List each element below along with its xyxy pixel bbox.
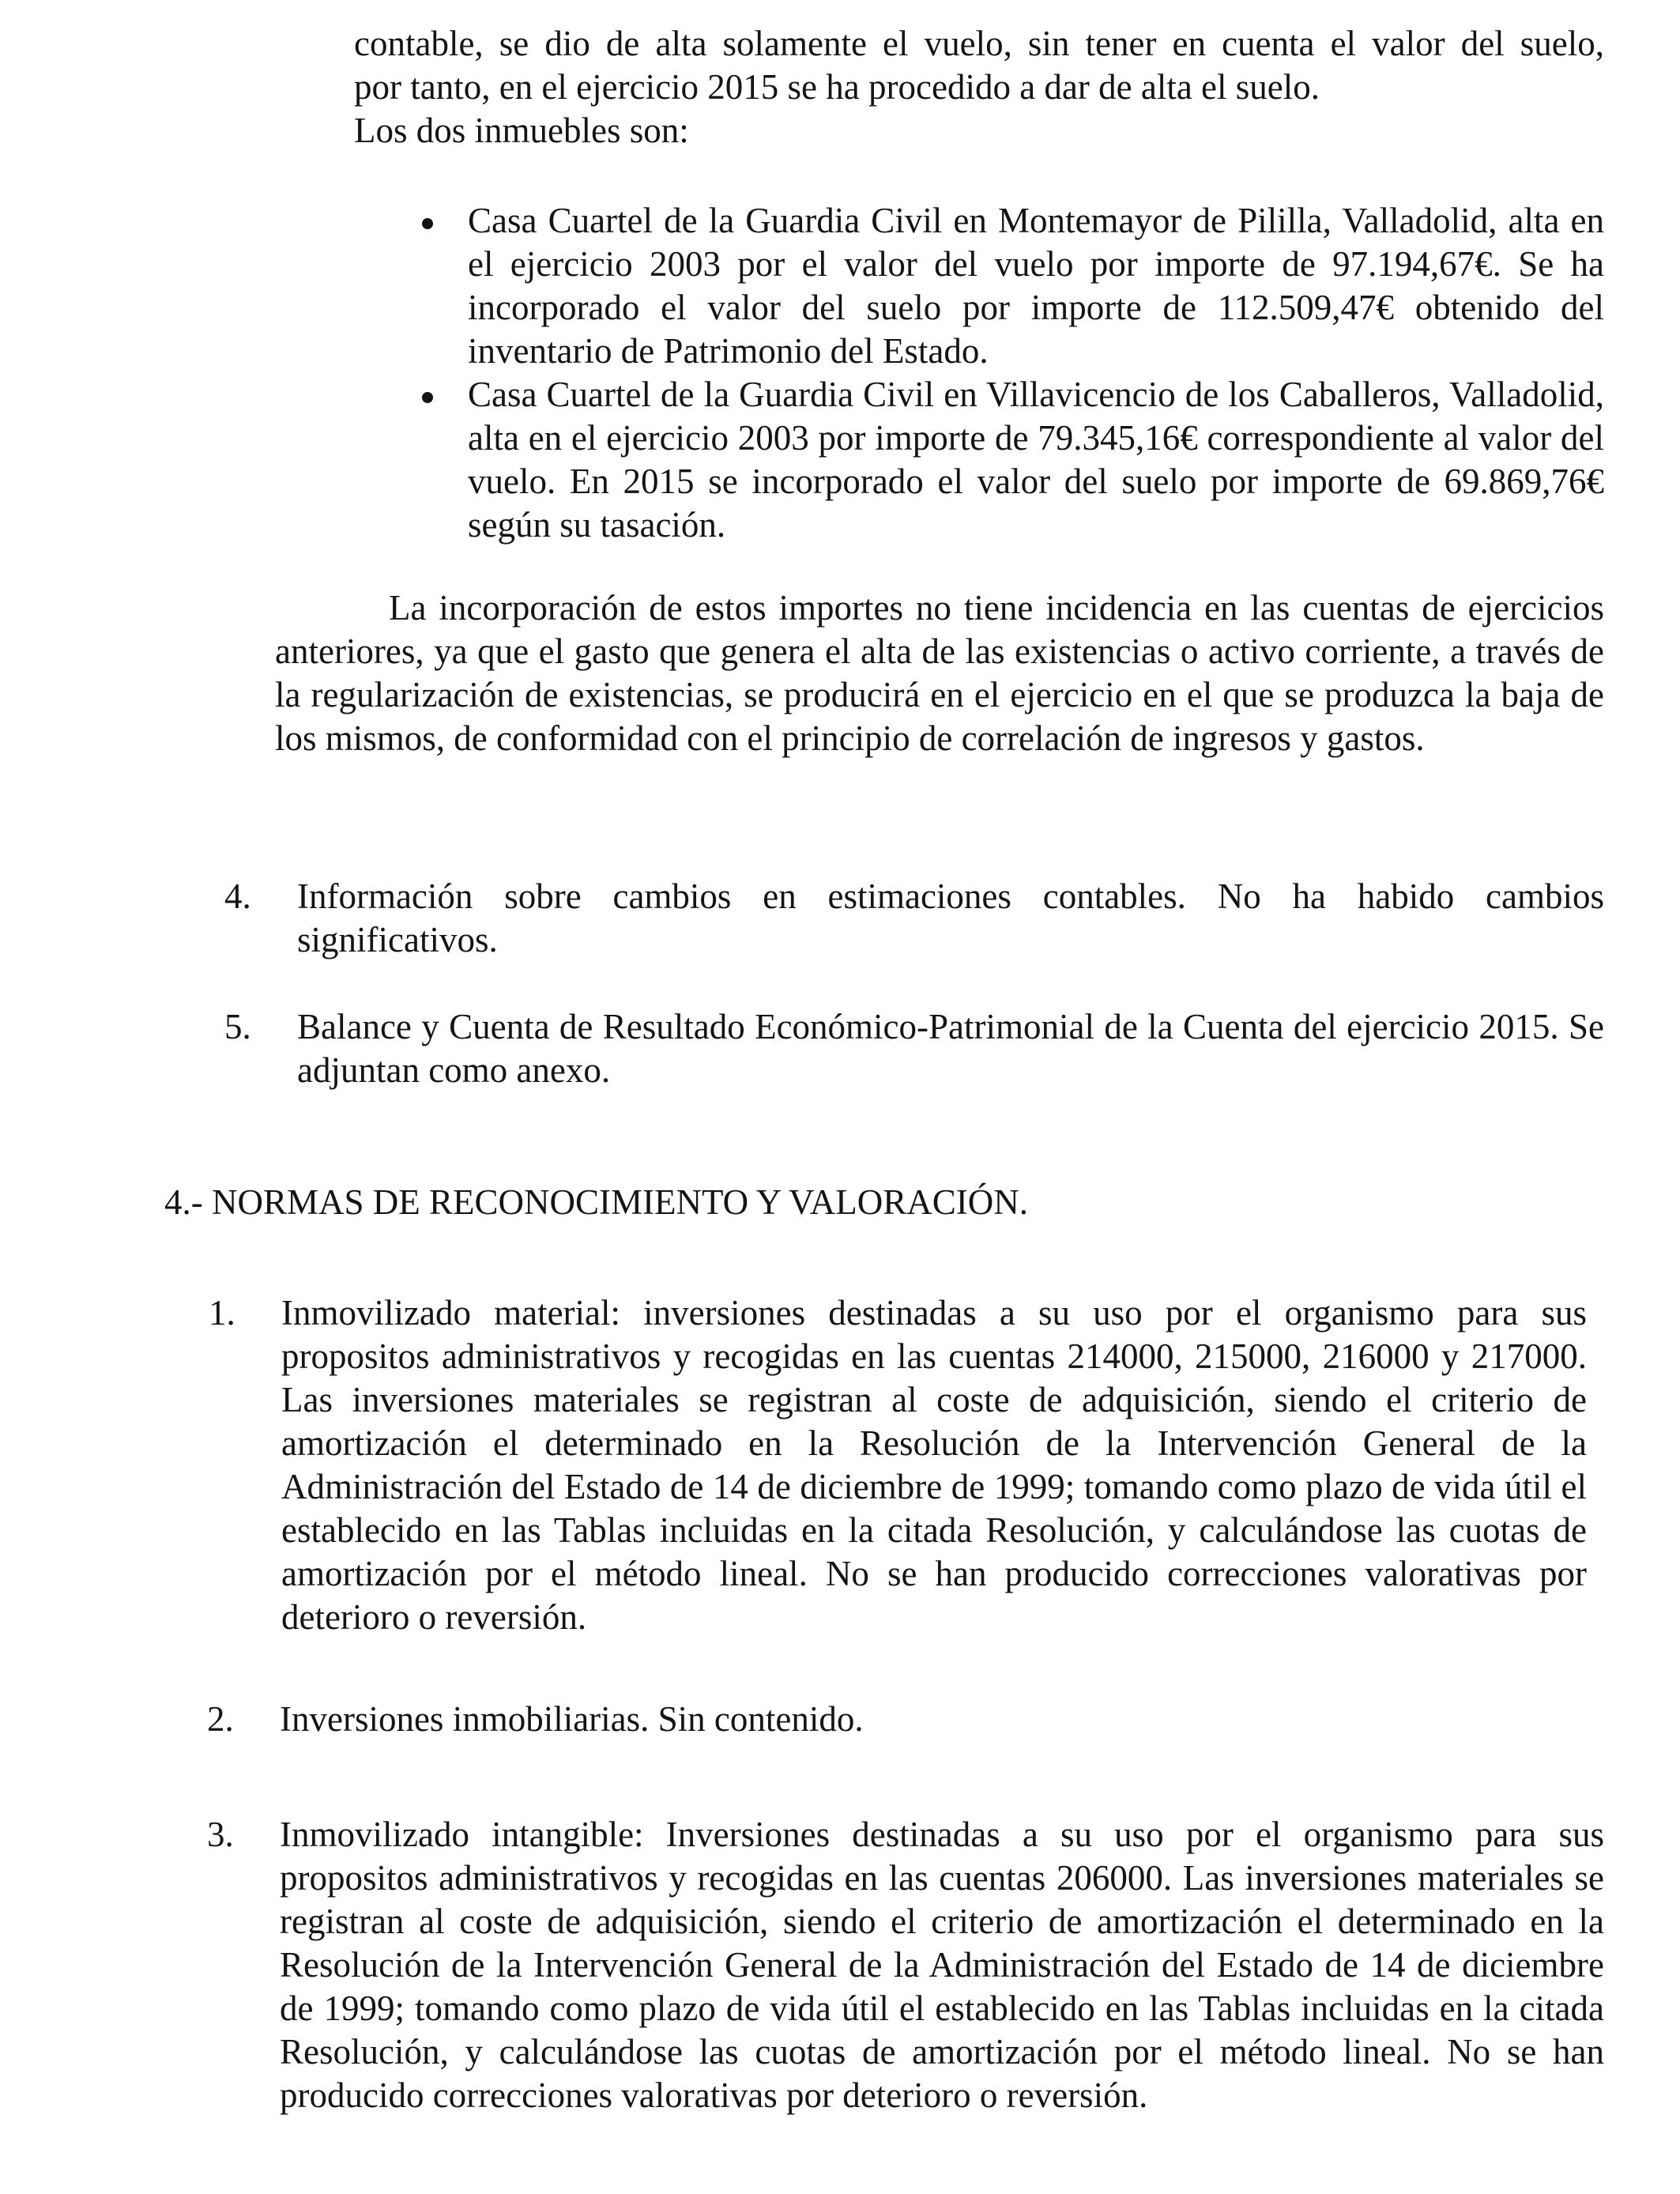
intro-line: contable, se dio de alta solamente el vuelo, sin tener en cuenta el valor del suelo, [354,24,1604,63]
bullet-item-villavicencio [468,373,1604,547]
item-text: Inmovilizado intangible: Inversiones destinadas a su uso por el organismo para sus propositos administrativos y recogidas en las cuentas 206000. Las inversiones materiales se registran al coste de adquisición, siendo el criterio de amortización el determinado en la Resolución de la Intervención General de la Administración del Estado de 14 de diciembre de 1999; tomando como plazo de vida útil el establecido en las Tablas incluidas en la citada Resolución, y calculándose las cuotas de amortización por el método lineal. No se han producido correcciones valorativas por deterioro o reversión. [280,1815,1604,2115]
list-item [207,1698,1587,1741]
numbered-item-3 [207,1813,1604,2117]
item-text: Inversiones inmobiliarias. Sin contenido. [280,1699,864,1739]
list-item [224,1005,1604,1092]
bullet-icon [422,392,433,403]
numbered-item-2 [207,1698,1587,1741]
intro-line: por tanto, en el ejercicio 2015 se ha procedido a dar de alta el suelo. [354,67,1320,107]
bullet-item-montemayor [468,199,1604,373]
list-item [207,1813,1604,2117]
numbered-item-1 [209,1291,1587,1639]
property-bullet-list [468,199,1604,547]
impact-text: La incorporación de estos importes no tiene incidencia en las cuentas de ejercicios anteriores, ya que el gasto que genera el alta de las existencias o activo corriente, a través de la regularización de existencias, se producirá en el ejercicio en el que se produzca la baja de los mismos, de conformidad con el principio de correlación de ingresos y gastos. [275,588,1604,758]
item-text: Balance y Cuenta de Resultado Económico-Patrimonial de la Cuenta del ejercicio 2015. Se adjuntan como anexo. [297,1007,1604,1090]
intro-line: Los dos inmuebles son: [354,111,689,150]
numbered-item-5 [224,1005,1604,1092]
item-number: 3. [207,1815,234,1854]
bullet-text: Casa Cuartel de la Guardia Civil en Villavicencio de los Caballeros, Valladolid, alta en el ejercicio 2003 por importe de 79.345,16€ correspondiente al valor del vuelo. En 2015 se incorporado el valor del suelo por importe de 69.869,76€ según su tasación. [468,375,1604,545]
item-number: 5. [224,1007,251,1046]
numbered-item-4 [224,875,1604,962]
item-number: 2. [207,1699,234,1739]
bullet-text: Casa Cuartel de la Guardia Civil en Montemayor de Pililla, Valladolid, alta en el ejercicio 2003 por el valor del vuelo por importe de 97.194,67€. Se ha incorporado el valor del suelo por importe de 112.509,47€ obtenido del inventario de Patrimonio del Estado. [468,201,1604,371]
item-number: 4. [224,876,251,916]
item-text: Información sobre cambios en estimaciones contables. No ha habido cambios significativos. [297,876,1604,959]
impact-paragraph [275,586,1604,760]
item-text: Inmovilizado material: inversiones destinadas a su uso por el organismo para sus propositos administrativos y recogidas en las cuentas 214000, 215000, 216000 y 217000. Las inversiones materiales se registran al coste de adquisición, siendo el criterio de amortización el determinado en la Resolución de la Intervención General de la Administración del Estado de 14 de diciembre de 1999; tomando como plazo de vida útil el establecido en las Tablas incluidas en la citada Resolución, y calculándose las cuotas de amortización por el método lineal. No se han producido correcciones valorativas por deterioro o reversión. [281,1293,1587,1637]
list-item [209,1291,1587,1639]
list-item [224,875,1604,962]
item-number: 1. [209,1293,235,1333]
intro-paragraph [354,22,1604,153]
section-heading: 4.- NORMAS DE RECONOCIMIENTO Y VALORACIÓN. [164,1182,1028,1222]
bullet-icon [422,218,433,229]
